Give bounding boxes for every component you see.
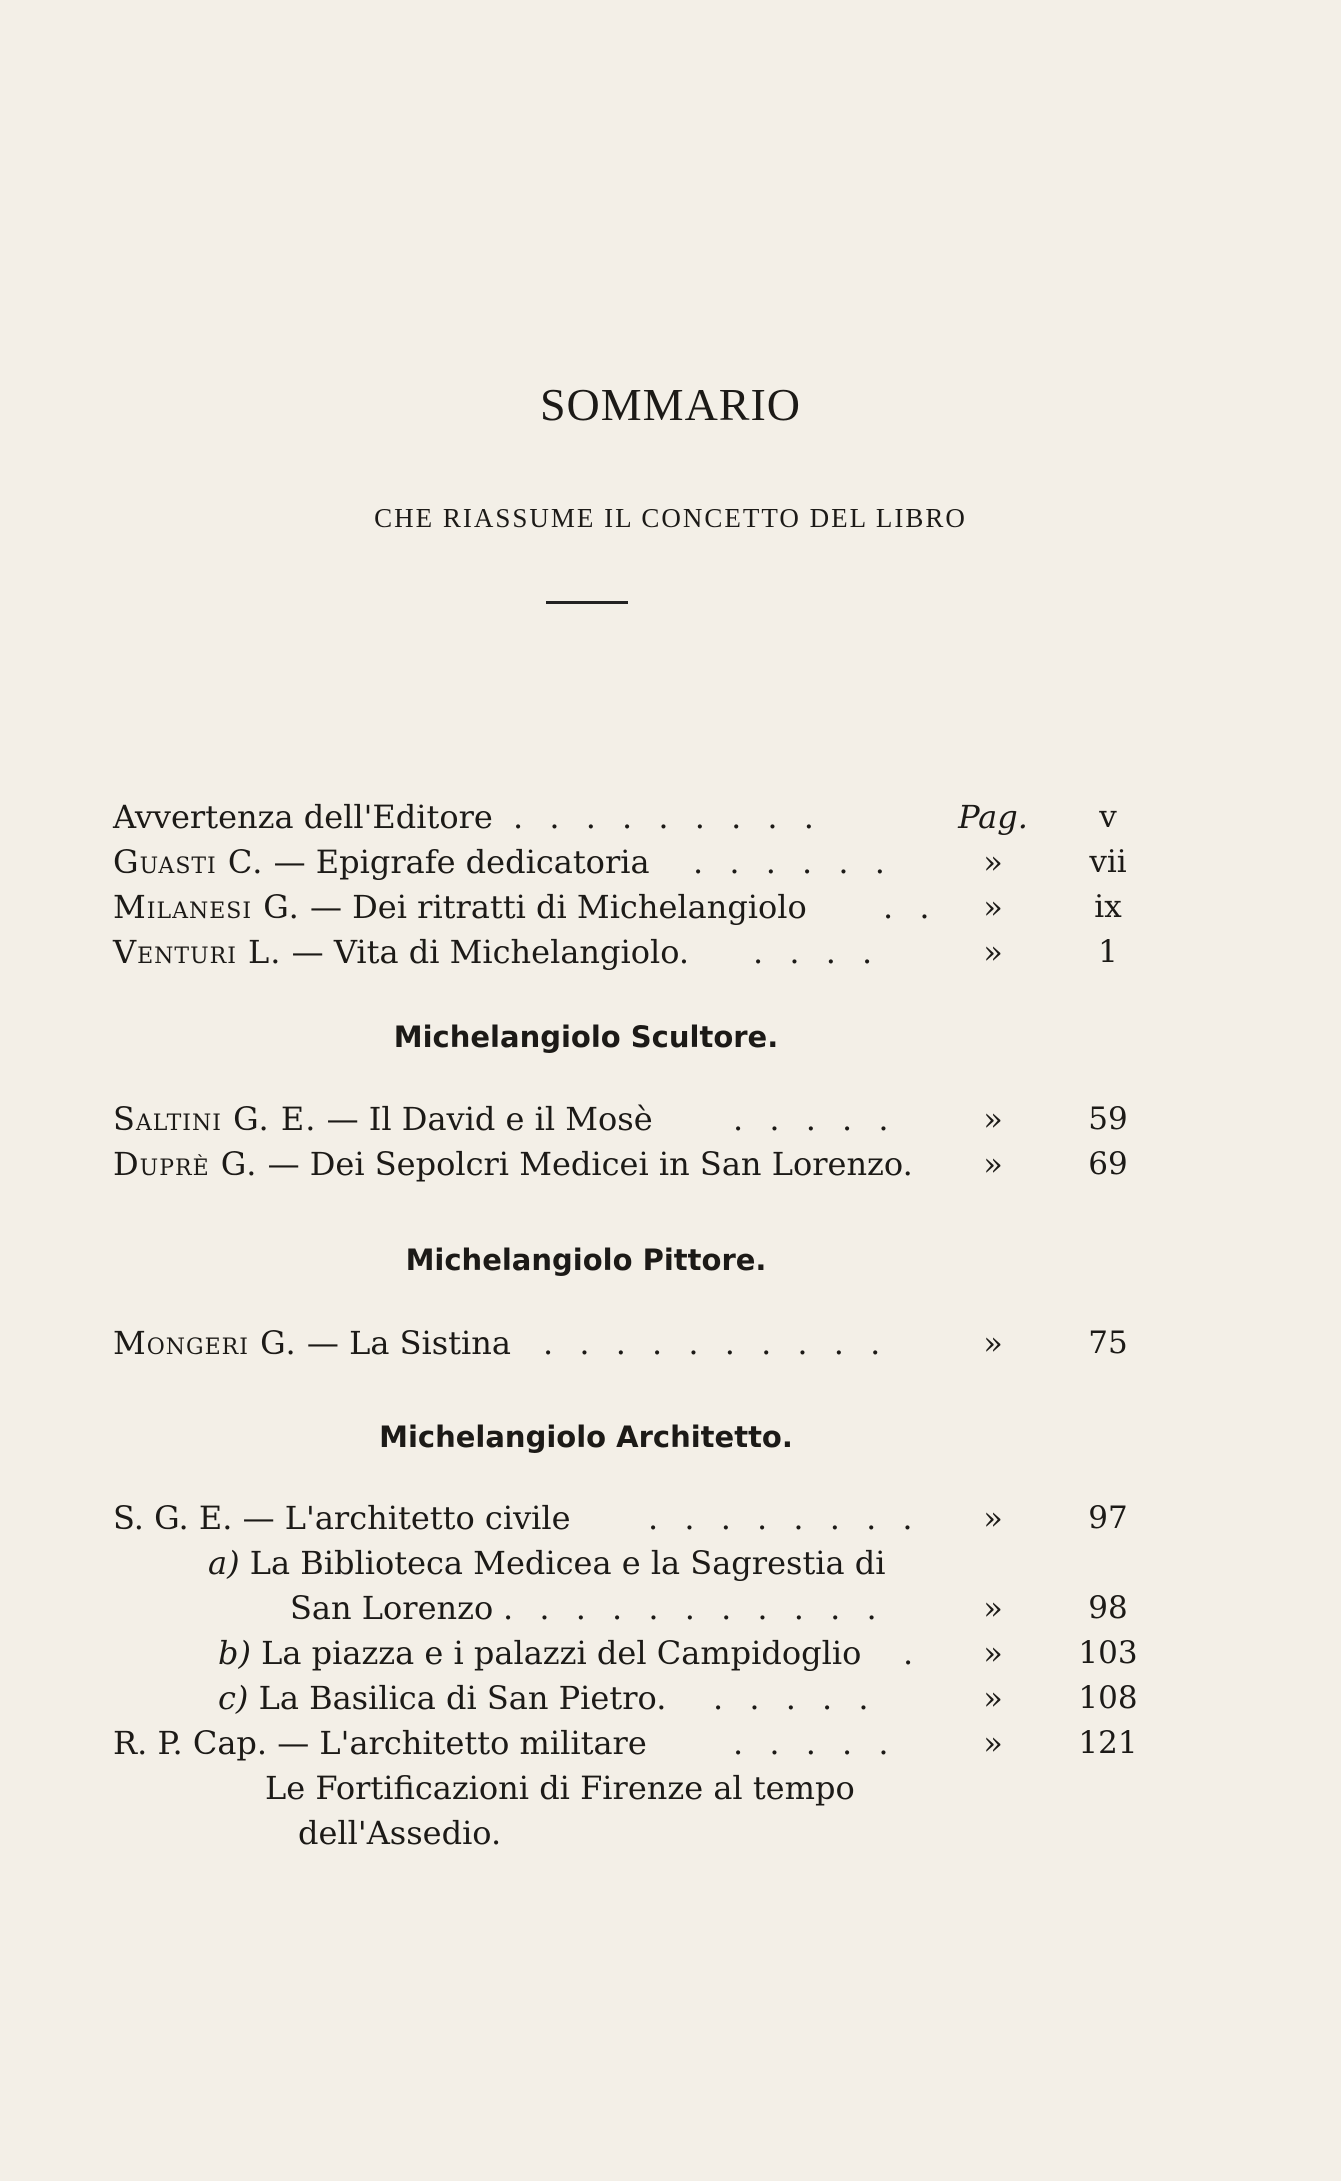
page-marker: » bbox=[983, 888, 1003, 926]
page-marker: » bbox=[983, 933, 1003, 971]
leader-dots: . . . . . bbox=[733, 1100, 897, 1138]
page-marker: » bbox=[983, 1100, 1003, 1138]
page-marker: » bbox=[983, 1324, 1003, 1362]
page-marker: » bbox=[983, 843, 1003, 881]
toc-entry bbox=[113, 1144, 1128, 1184]
toc-entry bbox=[113, 1099, 1128, 1139]
entry-author: Guasti C. bbox=[113, 843, 264, 881]
section-heading-pittore: Michelangiolo Pittore. bbox=[405, 1243, 767, 1277]
leader-dots: . . . . . bbox=[733, 1724, 897, 1762]
entry-author: Saltini G. E. bbox=[113, 1100, 317, 1138]
toc-entry bbox=[113, 797, 1117, 837]
page-number: 97 bbox=[1088, 1500, 1128, 1536]
page-number: 108 bbox=[1078, 1680, 1138, 1716]
entry-title: — Vita di Michelangiolo. bbox=[291, 933, 690, 971]
page-number: 75 bbox=[1088, 1325, 1128, 1361]
entry-description: Le Fortificazioni di Firenze al tempo bbox=[265, 1769, 855, 1807]
page-number: ix bbox=[1094, 889, 1122, 925]
page-marker: » bbox=[983, 1145, 1003, 1183]
entry-author: S. G. E. bbox=[113, 1499, 233, 1537]
toc-entry bbox=[113, 1633, 1138, 1673]
page-marker: » bbox=[983, 1499, 1003, 1537]
leader-dots: . . . . . bbox=[713, 1679, 877, 1717]
entry-title: — Il David e il Mosè bbox=[326, 1100, 653, 1138]
leader-dots: . . . . . . . . . . bbox=[543, 1324, 889, 1362]
entry-title: — La Sistina bbox=[306, 1324, 511, 1362]
entry-title: — L'architetto militare bbox=[277, 1724, 647, 1762]
toc-entry bbox=[113, 842, 1127, 882]
page-number: 1 bbox=[1098, 934, 1118, 970]
leader-dots: . . . . . . . . . bbox=[513, 798, 822, 836]
page-title: SOMMARIO bbox=[539, 379, 802, 430]
entry-title: — L'architetto civile bbox=[242, 1499, 571, 1537]
page-marker: » bbox=[983, 1634, 1003, 1672]
entry-title: — Dei Sepolcri Medicei in San Lorenzo. bbox=[267, 1145, 913, 1183]
page-number: 69 bbox=[1088, 1146, 1128, 1182]
sub-entry-label: c) bbox=[218, 1679, 249, 1717]
entry-title: Avvertenza dell'Editore bbox=[113, 798, 493, 836]
page-number: v bbox=[1099, 799, 1117, 835]
entry-title: — Epigrafe dedicatoria bbox=[273, 843, 650, 881]
page-subtitle: CHE RIASSUME IL CONCETTO DEL LIBRO bbox=[374, 503, 967, 533]
leader-dots: . . . . . . . . bbox=[648, 1499, 921, 1537]
page-marker: » bbox=[983, 1589, 1003, 1627]
toc-entry bbox=[113, 1323, 1128, 1363]
leader-dots: . bbox=[903, 1634, 922, 1672]
toc-entry bbox=[113, 887, 1122, 927]
page-number: 98 bbox=[1088, 1590, 1128, 1626]
entry-title: — Dei ritratti di Michelangiolo bbox=[309, 888, 807, 926]
page-number: 121 bbox=[1078, 1725, 1138, 1761]
leader-dots: . . . . . . . . . . . bbox=[503, 1589, 885, 1627]
page-number: 103 bbox=[1078, 1635, 1138, 1671]
divider-rule bbox=[546, 601, 628, 604]
entry-author: Milanesi G. bbox=[113, 888, 300, 926]
sub-entry-title-continued: San Lorenzo bbox=[290, 1589, 494, 1627]
sub-entry-label: b) bbox=[218, 1634, 251, 1672]
toc-entry bbox=[113, 1723, 1138, 1763]
sub-entry-title: La Biblioteca Medicea e la Sagrestia di bbox=[249, 1544, 886, 1582]
page-number: vii bbox=[1089, 844, 1127, 880]
toc-entry bbox=[113, 1588, 1128, 1628]
leader-dots: . . . . bbox=[753, 933, 881, 971]
section-heading-architetto: Michelangiolo Architetto. bbox=[379, 1420, 793, 1454]
entry-author: Duprè G. bbox=[113, 1145, 258, 1183]
entry-author: Mongeri G. bbox=[113, 1324, 297, 1362]
sub-entry-label: a) bbox=[208, 1544, 240, 1582]
entry-author: Venturi L. bbox=[113, 933, 282, 971]
entry-description-continued: dell'Assedio. bbox=[298, 1814, 502, 1852]
sub-entry-a bbox=[208, 1543, 886, 1583]
page-marker: » bbox=[983, 1724, 1003, 1762]
toc-entry bbox=[113, 1678, 1138, 1718]
sub-entry-title: La piazza e i palazzi del Campidoglio bbox=[261, 1634, 862, 1672]
sub-entry-title: La Basilica di San Pietro. bbox=[258, 1679, 667, 1717]
section-heading-scultore: Michelangiolo Scultore. bbox=[393, 1020, 779, 1054]
page-number: 59 bbox=[1088, 1101, 1128, 1137]
entry-author: R. P. Cap. bbox=[113, 1724, 268, 1762]
toc-entry bbox=[113, 932, 1118, 972]
page-marker: » bbox=[983, 1679, 1003, 1717]
leader-dots: . . . . . . bbox=[693, 843, 893, 881]
leader-dots: . . bbox=[883, 888, 938, 926]
page-marker: Pag. bbox=[958, 798, 1028, 836]
toc-entry bbox=[113, 1498, 1128, 1538]
